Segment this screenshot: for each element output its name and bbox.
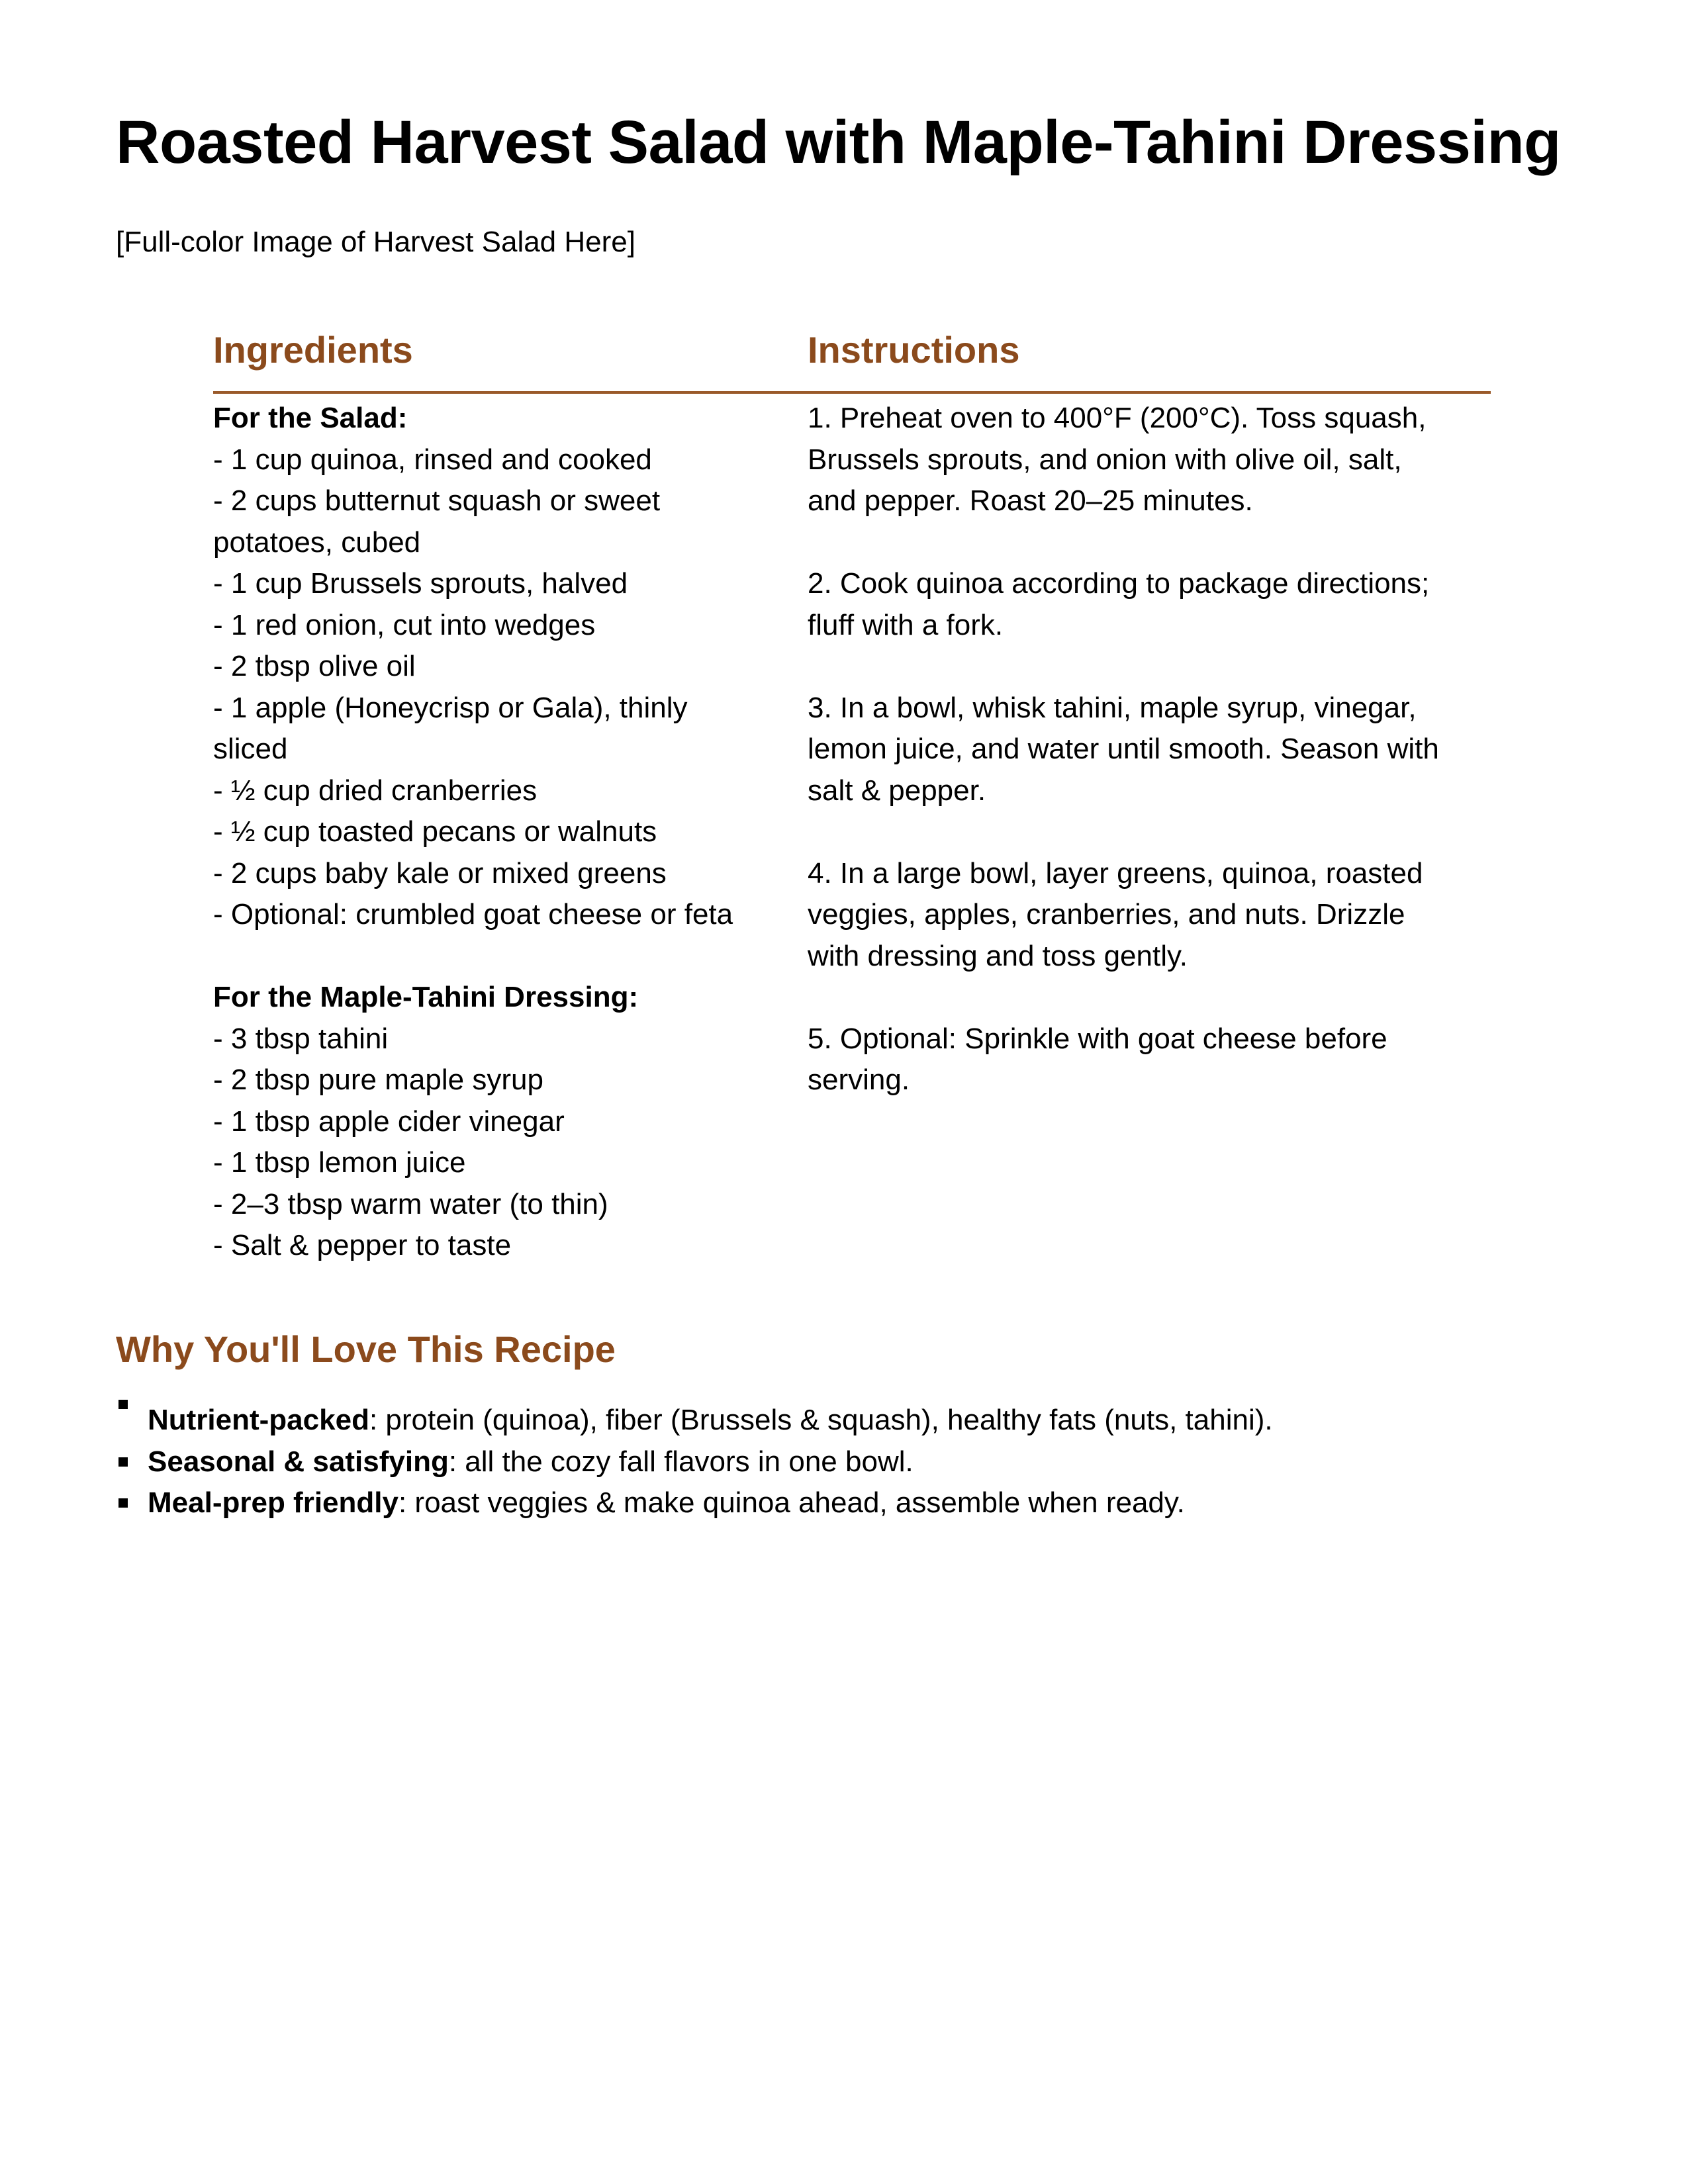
ingredient-line: potatoes, cubed [213,525,421,559]
why-item-text: : protein (quinoa), fiber (Brussels & squash), healthy fats (nuts, tahini). [369,1404,1273,1436]
instruction-step-1 [808,398,1491,522]
instruction-line: 4. In a large bowl, layer greens, quinoa, roasted [808,856,1423,889]
ingredient-line: - 1 cup quinoa, rinsed and cooked [213,443,652,476]
why-list [116,1400,1273,1524]
ingredient-line: - 1 apple (Honeycrisp or Gala), thinly [213,691,688,724]
why-list-item [116,1400,1273,1441]
dressing-subheading: For the Maple-Tahini Dressing: [213,981,639,1013]
recipe-table [213,328,1491,1267]
ingredient-line: - 2 cups butternut squash or sweet [213,484,661,517]
instruction-line: lemon juice, and water until smooth. Season with [808,733,1439,765]
ingredient-line: - ½ cup dried cranberries [213,774,538,807]
ingredient-line: - 1 red onion, cut into wedges [213,608,596,641]
instruction-step-3 [808,688,1491,812]
instructions-column [808,398,1491,1267]
instruction-line: with dressing and toss gently. [808,939,1188,972]
ingredient-line: - ½ cup toasted pecans or walnuts [213,815,657,848]
why-item-title: Nutrient-packed [148,1404,369,1436]
instruction-line: 5. Optional: Sprinkle with goat cheese before [808,1022,1387,1055]
dressing-ingredient-list [213,1019,808,1267]
instruction-line: serving. [808,1064,910,1096]
page-title: Roasted Harvest Salad with Maple-Tahini Dressing [116,109,1561,176]
ingredient-line: - 2 tbsp pure maple syrup [213,1064,543,1096]
instruction-line: Brussels sprouts, and onion with olive oil, salt, [808,443,1402,476]
ingredient-line: sliced [213,733,288,765]
why-list-item [116,1482,1273,1524]
instruction-line: 3. In a bowl, whisk tahini, maple syrup, vinegar, [808,691,1417,724]
table-body [213,394,1491,1267]
ingredient-line: - 1 tbsp lemon juice [213,1146,466,1179]
salad-ingredient-list [213,439,808,936]
salad-subheading: For the Salad: [213,402,408,434]
square-bullet-icon [118,1457,128,1467]
table-header-row [213,328,1491,394]
ingredient-line: - 1 cup Brussels sprouts, halved [213,567,628,600]
instruction-line: salt & pepper. [808,774,986,807]
ingredient-line: - 2–3 tbsp warm water (to thin) [213,1187,608,1220]
why-item-text: : roast veggies & make quinoa ahead, assemble when ready. [398,1486,1185,1519]
instruction-line: veggies, apples, cranberries, and nuts. Drizzle [808,898,1405,931]
image-placeholder-text: [Full-color Image of Harvest Salad Here] [116,226,635,258]
ingredient-line: - 3 tbsp tahini [213,1022,389,1055]
why-item-text: : all the cozy fall flavors in one bowl. [448,1445,914,1478]
instruction-step-2 [808,563,1491,646]
ingredient-line: - 1 tbsp apple cider vinegar [213,1105,565,1138]
ingredients-heading: Ingredients [213,329,413,371]
instructions-heading: Instructions [808,329,1020,371]
square-bullet-icon [118,1498,128,1508]
instruction-line: fluff with a fork. [808,608,1004,641]
instruction-line: 1. Preheat oven to 400°F (200°C). Toss squash, [808,402,1427,434]
why-heading: Why You'll Love This Recipe [116,1328,616,1370]
why-item-title: Seasonal & satisfying [148,1445,449,1478]
instruction-line: 2. Cook quinoa according to package directions; [808,567,1430,600]
ingredient-line: - Salt & pepper to taste [213,1229,512,1261]
instruction-step-5 [808,1019,1491,1101]
ingredient-line: - Optional: crumbled goat cheese or feta [213,898,733,931]
instruction-line: and pepper. Roast 20–25 minutes. [808,484,1253,517]
ingredient-line: - 2 cups baby kale or mixed greens [213,856,667,889]
instruction-step-4 [808,853,1491,978]
why-list-item [116,1441,1273,1483]
square-bullet-icon [118,1400,128,1409]
why-item-title: Meal-prep friendly [148,1486,399,1519]
ingredients-column [213,398,808,1267]
section-spacer [213,936,808,978]
ingredient-line: - 2 tbsp olive oil [213,650,416,682]
